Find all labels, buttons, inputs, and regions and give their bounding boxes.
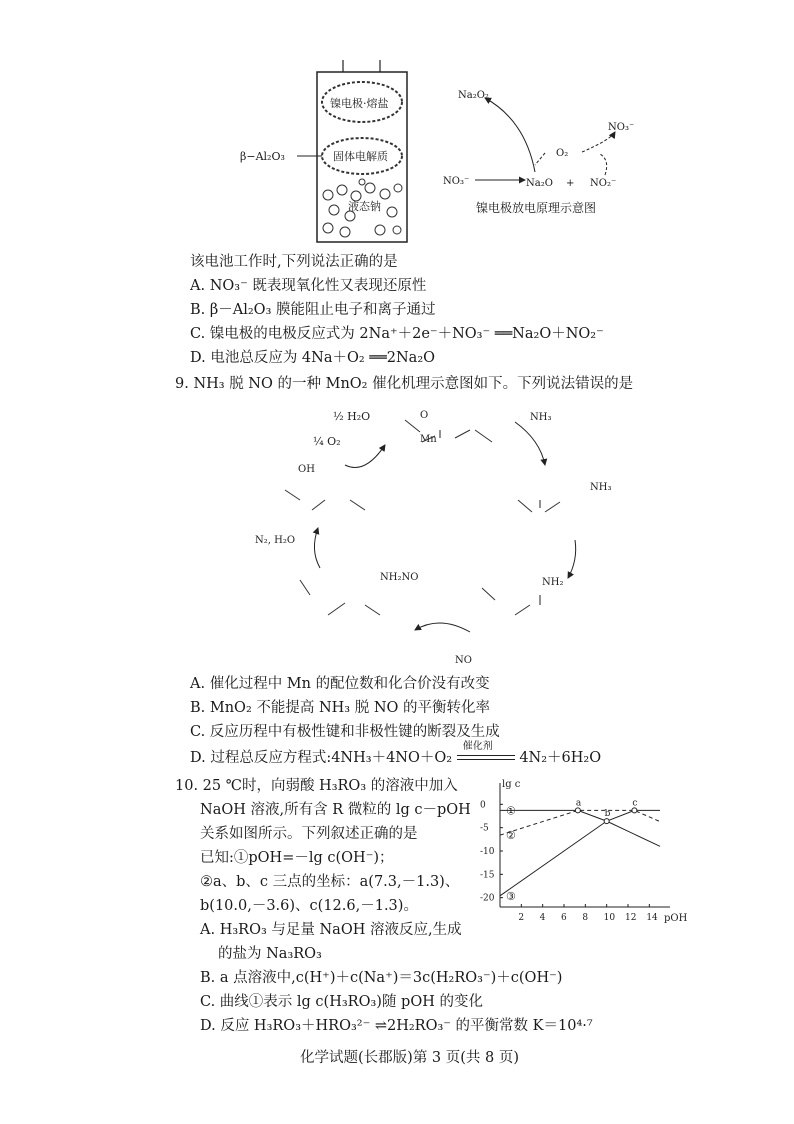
n2-h2o-output-label: N₂, H₂O bbox=[255, 535, 296, 546]
na2o2-label: Na₂O₂ bbox=[458, 90, 489, 101]
q10-line2: NaOH 溶液,所有含 R 微粒的 lg c－pOH bbox=[200, 802, 471, 818]
cycle-o-label: O bbox=[420, 410, 429, 421]
point-a bbox=[575, 808, 580, 813]
q10-option-d: D. 反应 H₃RO₃＋HRO₃²⁻ ⇌2H₂RO₃⁻ 的平衡常数 K＝10⁴·⁷ bbox=[200, 1018, 593, 1034]
lgc-poh-chart bbox=[470, 775, 690, 935]
x-tick-label: 10 bbox=[603, 913, 616, 923]
catalyst-label: 催化剂 bbox=[462, 741, 493, 752]
series-line-2 bbox=[500, 810, 660, 835]
point-c bbox=[632, 808, 637, 813]
y-tick-label: -10 bbox=[480, 847, 495, 857]
q10-line4: 已知:①pOH=－lg c(OH⁻)； bbox=[200, 850, 394, 866]
x-tick-label: 2 bbox=[518, 913, 525, 923]
na2o-label: Na₂O bbox=[526, 178, 553, 189]
q9-d-reactants: D. 过程总反应方程式:4NH₃＋4NO＋O₂ bbox=[190, 750, 453, 766]
y-axis-label: lg c bbox=[502, 779, 521, 790]
y-tick-label: -20 bbox=[480, 893, 495, 904]
q10-line5: ②a、b、c 三点的坐标：a(7.3,－1.3)、 bbox=[200, 874, 460, 890]
quarter-o2-label: ¼ O₂ bbox=[313, 435, 341, 448]
nickel-electrode-label: 镍电极·熔盐 bbox=[330, 97, 389, 110]
beta-alumina-label: β−Al₂O₃ bbox=[240, 150, 285, 163]
no-input-label: NO bbox=[455, 655, 472, 666]
y-tick-label: -15 bbox=[480, 870, 495, 881]
series-label-2: ② bbox=[506, 829, 516, 843]
q8-option-c: C. 镍电极的电极反应式为 2Na⁺＋2e⁻＋NO₃⁻ ══Na₂O＋NO₂⁻ bbox=[190, 326, 604, 342]
liquid-sodium-label: 液态钠 bbox=[348, 200, 381, 213]
half-h2o-label: ½ H₂O bbox=[333, 410, 371, 423]
q8-option-d: D. 电池总反应为 4Na＋O₂ ══2Na₂O bbox=[190, 350, 436, 366]
y-tick-label: -5 bbox=[480, 823, 489, 834]
x-tick-label: 14 bbox=[646, 913, 658, 923]
cycle-nh2-label: NH₂ bbox=[542, 577, 564, 588]
point-b bbox=[604, 819, 609, 824]
q9-option-a: A. 催化过程中 Mn 的配位数和化合价没有改变 bbox=[190, 676, 490, 692]
q10-line1: 10. 25 ℃时，向弱酸 H₃RO₃ 的溶液中加入 bbox=[175, 778, 458, 794]
point-label-a: a bbox=[575, 798, 582, 809]
cycle-oh-label: OH bbox=[298, 464, 315, 475]
x-tick-label: 12 bbox=[625, 913, 637, 923]
y-tick-label: 0 bbox=[480, 800, 486, 811]
q10-option-b: B. a 点溶液中,c(H⁺)＋c(Na⁺)＝3c(H₂RO₃⁻)＋c(OH⁻) bbox=[200, 970, 563, 986]
x-tick-label: 6 bbox=[561, 913, 567, 923]
q9-d-products: 4N₂＋6H₂O bbox=[519, 750, 602, 766]
q9-stem: 9. NH₃ 脱 NO 的一种 MnO₂ 催化机理示意图如下。下列说法错误的是 bbox=[175, 376, 634, 392]
x-tick-label: 4 bbox=[539, 913, 546, 923]
series-label-1: ① bbox=[506, 804, 516, 818]
series-line-1 bbox=[500, 810, 660, 846]
q10-option-c: C. 曲线①表示 lg c(H₃RO₃)随 pOH 的变化 bbox=[200, 994, 483, 1010]
series-line-3 bbox=[500, 810, 660, 895]
catalytic-cycle-diagram bbox=[240, 400, 612, 670]
q10-line3: 关系如图所示。下列叙述正确的是 bbox=[200, 826, 418, 842]
q8-option-b: B. β－Al₂O₃ 膜能阻止电子和离子通过 bbox=[190, 302, 436, 318]
solid-electrolyte-label: 固体电解质 bbox=[333, 150, 388, 163]
q10-option-a1: A. H₃RO₃ 与足量 NaOH 溶液反应,生成 bbox=[200, 922, 462, 938]
catalyst-arrow bbox=[457, 741, 515, 765]
cycle-nh3-ligand: NH₃ bbox=[590, 482, 612, 493]
q9-option-b: B. MnO₂ 不能提高 NH₃ 脱 NO 的平衡转化率 bbox=[190, 700, 491, 716]
series-label-3: ③ bbox=[506, 889, 516, 903]
no3-right-label: NO₃⁻ bbox=[608, 122, 635, 133]
o2-label: O₂ bbox=[556, 148, 569, 159]
page-footer: 化学试题(长郡版)第 3 页(共 8 页) bbox=[300, 1050, 520, 1066]
q8-stem: 该电池工作时,下列说法正确的是 bbox=[190, 254, 398, 270]
no2-label: NO₂⁻ bbox=[590, 178, 617, 189]
nh3-input-label: NH₃ bbox=[530, 412, 552, 423]
q9-option-d bbox=[190, 741, 602, 768]
q10-option-a2: 的盐为 Na₃RO₃ bbox=[218, 946, 322, 962]
no3-left-label: NO₃⁻ bbox=[443, 176, 470, 187]
cycle-mn-label: Mn bbox=[420, 434, 437, 445]
point-label-c: c bbox=[632, 798, 638, 809]
cycle-nh2no-label: NH₂NO bbox=[380, 572, 419, 583]
x-tick-label: 8 bbox=[582, 913, 589, 923]
q9-option-c: C. 反应历程中有极性键和非极性键的断裂及生成 bbox=[190, 724, 500, 740]
diagram-caption: 镍电极放电原理示意图 bbox=[476, 201, 597, 215]
q10-line6: b(10.0,－3.6)、c(12.6,－1.3)。 bbox=[200, 898, 418, 914]
q8-option-a: A. NO₃⁻ 既表现氧化性又表现还原性 bbox=[190, 278, 427, 294]
plus-label: + bbox=[566, 178, 575, 189]
x-axis-label: pOH bbox=[664, 913, 688, 924]
point-label-b: b bbox=[604, 809, 611, 820]
